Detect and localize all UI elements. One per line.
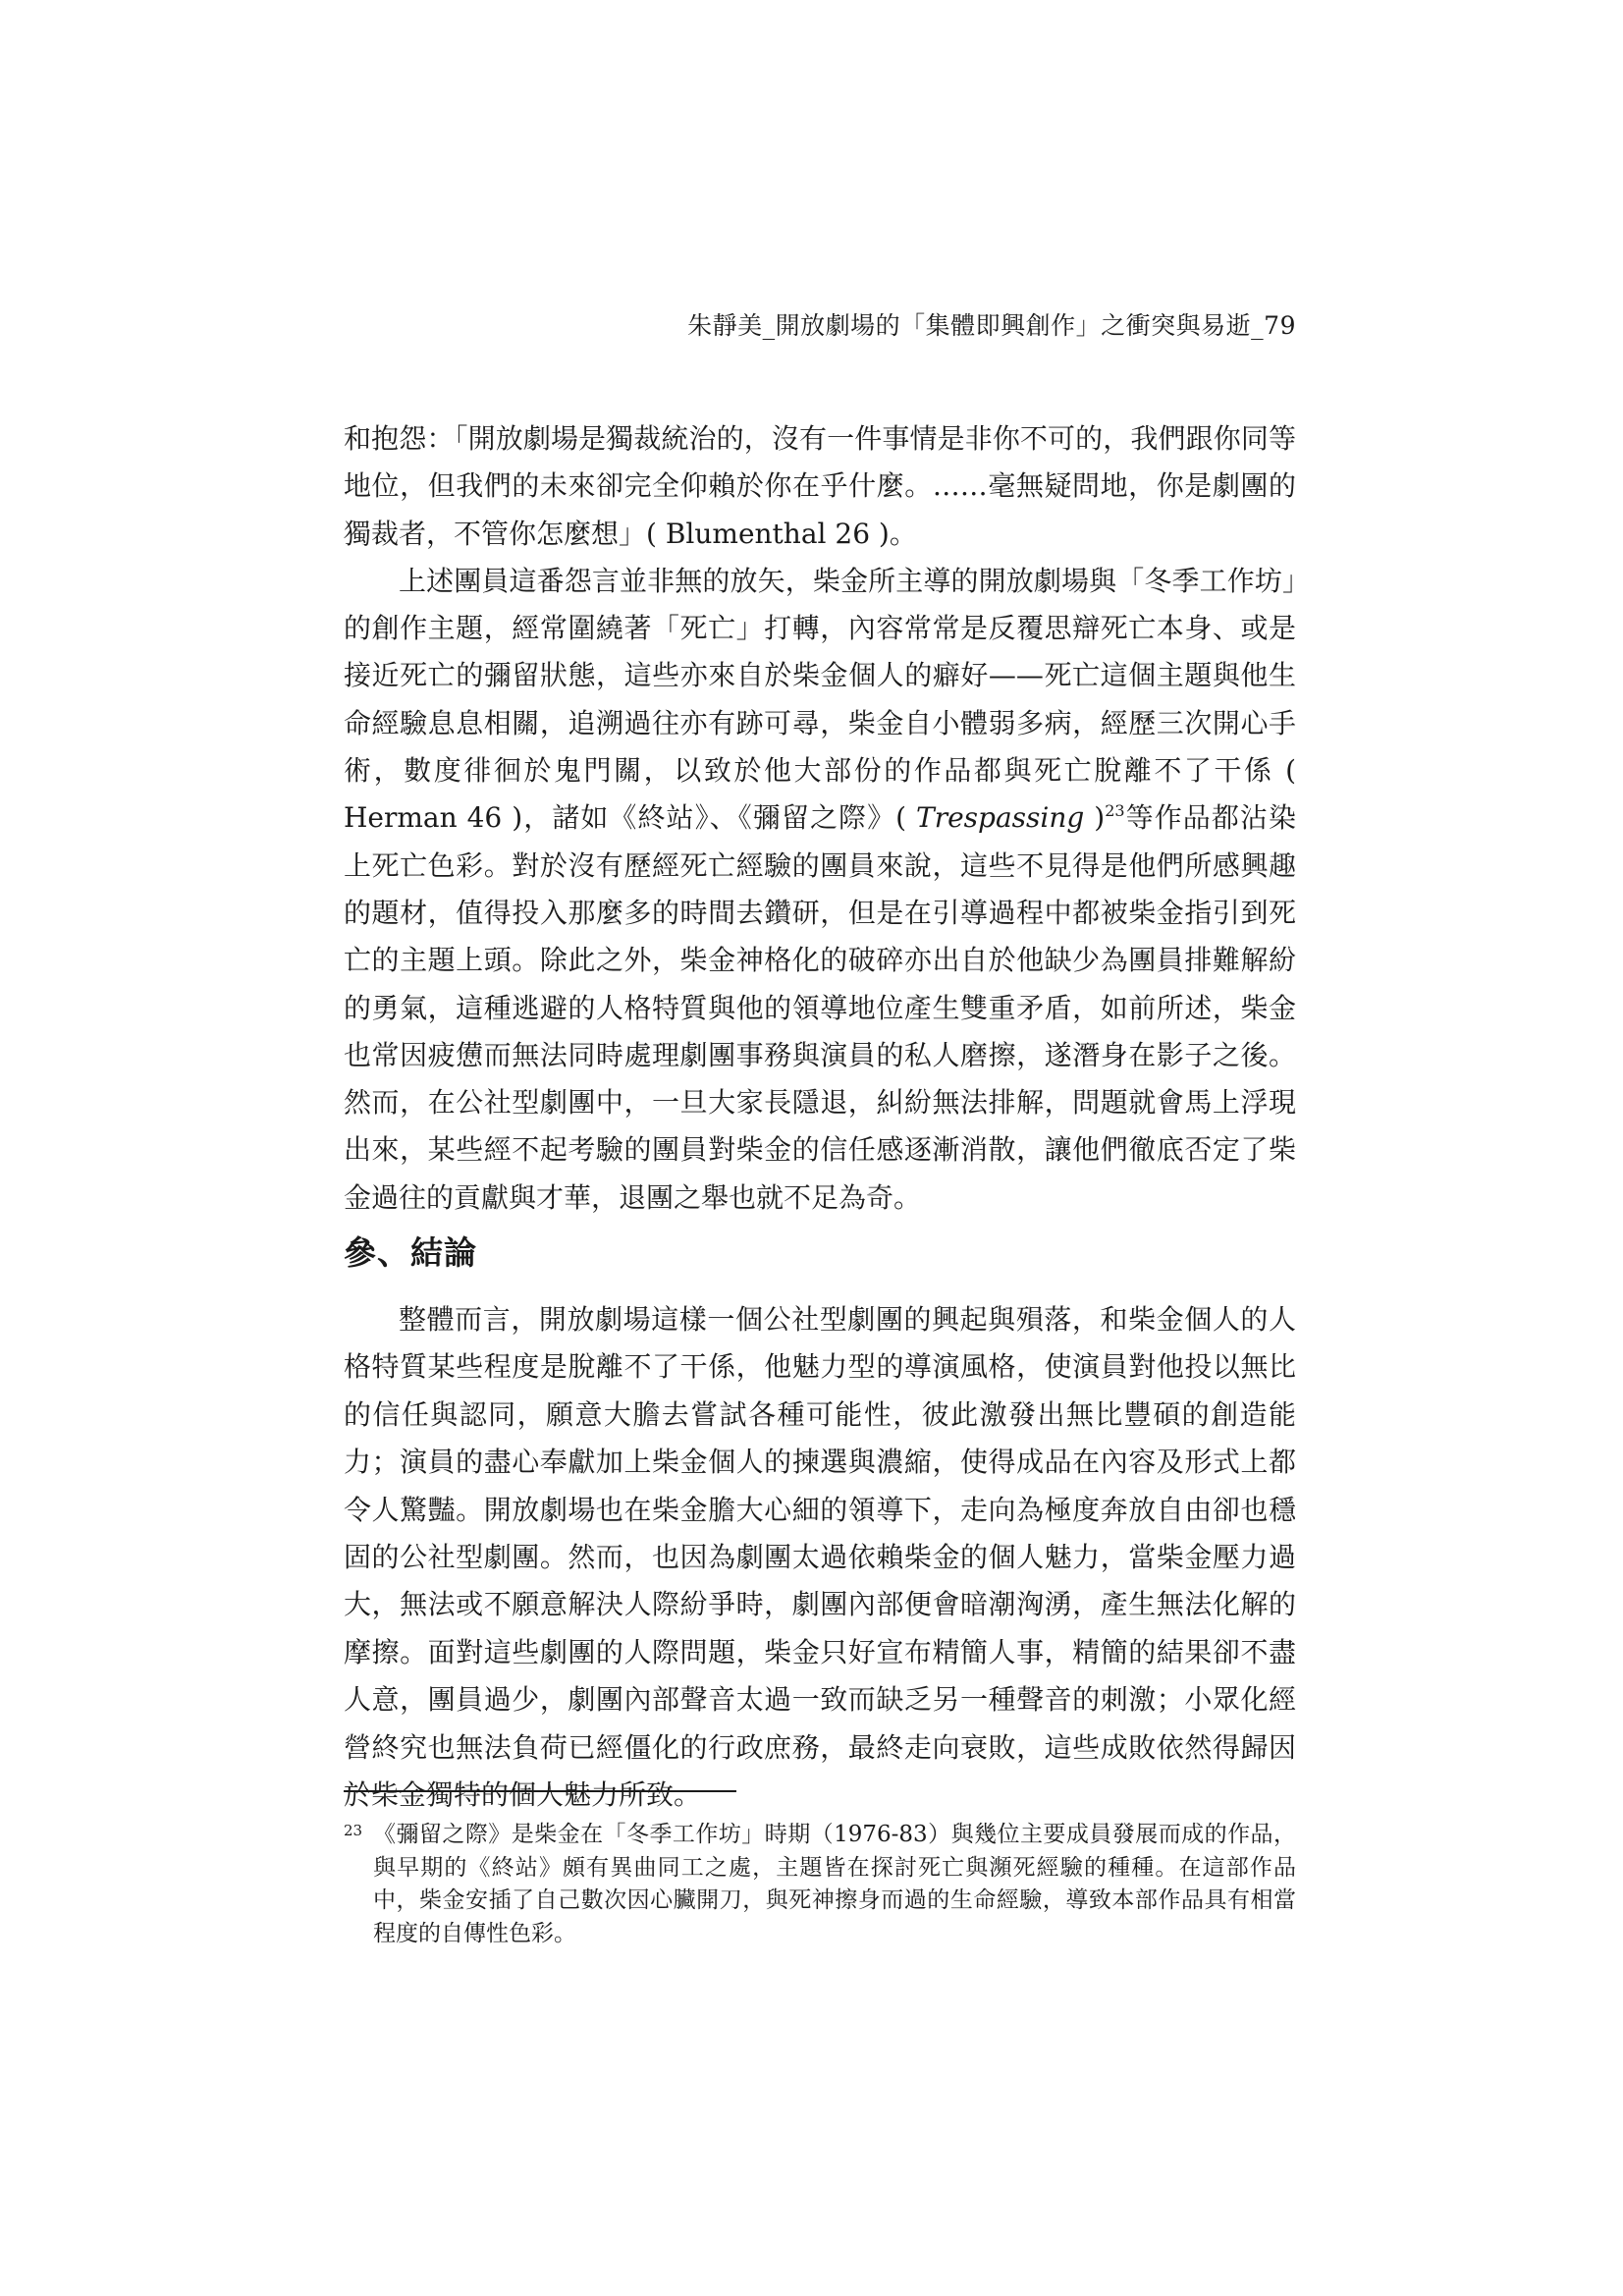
italic-work-title: Trespassing <box>916 801 1085 835</box>
page <box>344 0 1296 2296</box>
paragraph-continued: 和抱怨：「開放劇場是獨裁統治的，沒有一件事情是非你不可的，我們跟你同等地位，但我們的未來卻完全仰賴於你在乎什麼。……毫無疑問地，你是劇團的獨裁者，不管你怎麼想」( Blumenthal 26 )。 <box>344 422 1296 550</box>
footnote-divider <box>344 1790 736 1792</box>
section-heading: 參、結論 <box>344 1233 477 1272</box>
paragraph-text: 上述團員這番怨言並非無的放矢，柴金所主導的開放劇場與「冬季工作坊」的創作主題，經常圍繞著「死亡」打轉，內容常常是反覆思辯死亡本身、或是接近死亡的彌留狀態，這些亦來自於柴金個人的癖好——死亡這個主題與他生命經驗息息相關，追溯過往亦有跡可尋，柴金自小體弱多病，經歷三次開心手術，數度徘徊於鬼門關，以致於他大部份的作品都與死亡脫離不了干係 ( Herman 46 )，諸如《終站》、《彌留之際》( <box>344 564 1296 835</box>
conclusion-section <box>344 1296 1296 1819</box>
footnote <box>344 1819 1296 1950</box>
paragraph-text: ) <box>1084 801 1106 835</box>
footnote-text: 《彌留之際》是柴金在「冬季工作坊」時期（1976-83）與幾位主要成員發展而成的作品，與早期的《終站》頗有異曲同工之處，主題皆在探討死亡與瀕死經驗的種種。在這部作品中，柴金安插了自己數次因心臟開刀，與死神擦身而過的生命經驗，導致本部作品具有相當程度的自傳性色彩。 <box>373 1822 1296 1946</box>
paragraph-text: 等作品都沾染上死亡色彩。對於沒有歷經死亡經驗的團員來說，這些不見得是他們所感興趣的題材，值得投入那麼多的時間去鑽研，但是在引導過程中都被柴金指引到死亡的主題上頭。除此之外，柴金神格化的破碎亦出自於他缺少為團員排難解紛的勇氣，這種逃避的人格特質與他的領導地位產生雙重矛盾，如前所述，柴金也常因疲憊而無法同時處理劇團事務與演員的私人磨擦，遂潛身在影子之後。然而，在公社型劇團中，一旦大家長隱退，糾紛無法排解，問題就會馬上浮現出來，某些經不起考驗的團員對柴金的信任感逐漸消散，讓他們徹底否定了柴金過往的貢獻與才華，退團之舉也就不足為奇。 <box>344 801 1296 1214</box>
footnote-reference[interactable]: 23 <box>1105 801 1125 821</box>
body-text <box>344 415 1296 1222</box>
running-header: 朱靜美_開放劇場的「集體即興創作」之衝突與易逝_79 <box>687 311 1296 340</box>
paragraph-complaint-analysis <box>344 558 1296 1222</box>
conclusion-paragraph: 整體而言，開放劇場這樣一個公社型劇團的興起與殞落，和柴金個人的人格特質某些程度是脫離不了干係，他魅力型的導演風格，使演員對他投以無比的信任與認同，願意大膽去嘗試各種可能性，彼此激發出無比豐碩的創造能力；演員的盡心奉獻加上柴金個人的揀選與濃縮，使得成品在內容及形式上都令人驚豔。開放劇場也在柴金膽大心細的領導下，走向為極度奔放自由卻也穩固的公社型劇團。然而，也因為劇團太過依賴柴金的個人魅力，當柴金壓力過大，無法或不願意解決人際紛爭時，劇團內部便會暗潮洶湧，產生無法化解的摩擦。面對這些劇團的人際問題，柴金只好宣布精簡人事，精簡的結果卻不盡人意，團員過少，劇團內部聲音太過一致而缺乏另一種聲音的刺激；小眾化經營終究也無法負荷已經僵化的行政庶務，最終走向衰敗，這些成敗依然得歸因於柴金獨特的個人魅力所致。 <box>344 1303 1296 1812</box>
footnote-number: 23 <box>344 1822 363 1839</box>
